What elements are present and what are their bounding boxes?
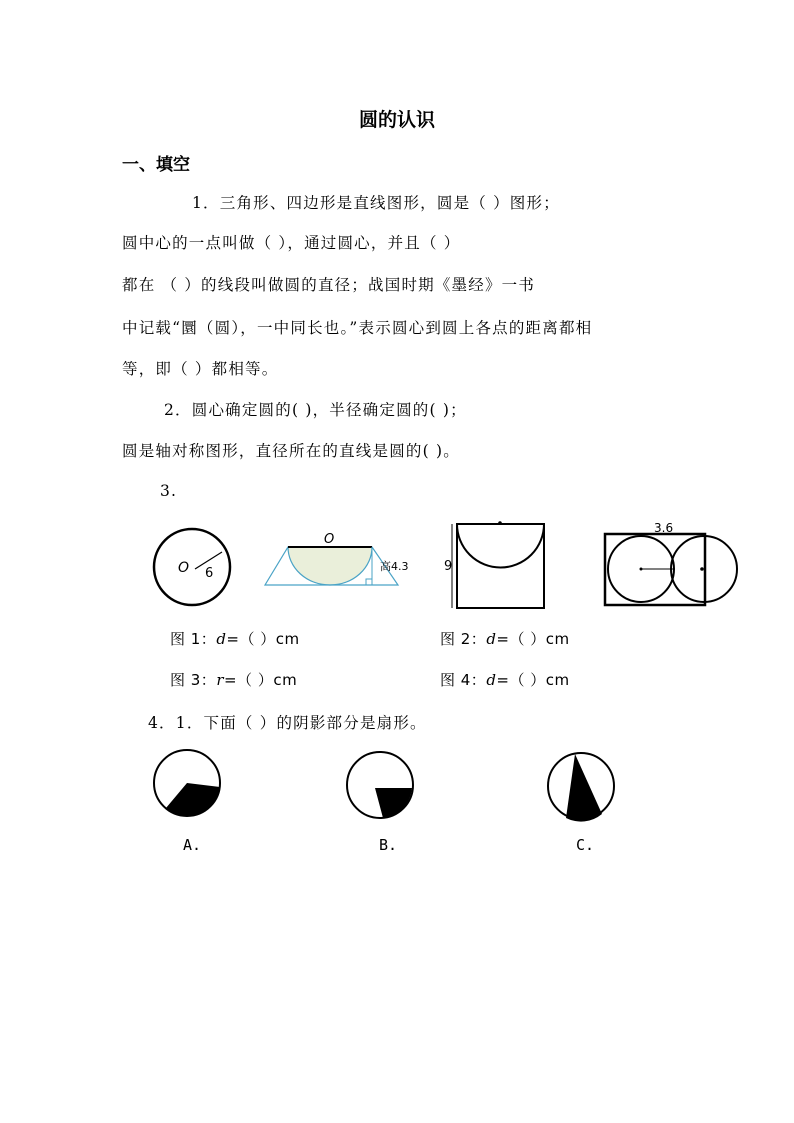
option-b-label: B.	[379, 836, 398, 854]
fig1-answer-prefix: 图 1：	[170, 630, 217, 648]
fig3-answer-prefix: 图 3：	[170, 671, 217, 689]
q2-line-2: 圆是轴对称图形，直径所在的直线是圆的( )。	[122, 442, 460, 460]
q2-line-1: 2．圆心确定圆的( )，半径确定圆的( )；	[164, 401, 467, 419]
q1-line-2: 圆中心的一点叫做（ ），通过圆心，并且（ ）	[122, 234, 461, 252]
fig2-answer-prefix: 图 2：	[440, 630, 487, 648]
figure-3-square-semicircle	[442, 520, 552, 612]
fig1-center-label: O	[178, 560, 190, 576]
option-c-label: C.	[576, 836, 595, 854]
fig1-answer-var: d	[216, 630, 227, 648]
fig3-answer-rest: =（ ）cm	[223, 671, 298, 689]
fig1-answer	[170, 628, 300, 649]
figure-1-circle	[150, 528, 240, 610]
fig4-answer-prefix: 图 4：	[440, 671, 487, 689]
figure-2-semicircle-trapezoid	[262, 532, 422, 592]
fig4-answer-var: d	[486, 671, 497, 689]
option-a-label: A.	[183, 836, 202, 854]
fig4-dim-label: 3.6	[654, 521, 674, 535]
fig1-radius-label: 6	[205, 566, 214, 581]
fig3-answer	[170, 669, 297, 690]
q4-text: 4．1．下面（ ）的阴影部分是扇形。	[148, 714, 427, 732]
fig1-answer-rest: =（ ）cm	[226, 630, 300, 648]
option-a-circle	[150, 750, 226, 820]
q1-line-5: 等，即（ ）都相等。	[122, 360, 279, 378]
fig2-height-label: 高4.3	[380, 560, 409, 573]
fig2-answer-var: d	[486, 630, 497, 648]
section-heading-fill-blank: 一、填空	[122, 155, 190, 175]
q3-number: 3.	[160, 482, 178, 500]
q1-line-1: 1．三角形、四边形是直线图形，圆是（ ）图形；	[192, 194, 560, 212]
fig2-answer	[440, 628, 570, 649]
figure-4-rectangle-circles	[598, 518, 714, 610]
option-b-circle	[345, 752, 419, 822]
q1-line-3: 都在 （ ）的线段叫做圆的直径；战国时期《墨经》一书	[122, 276, 536, 294]
fig2-center-label: O	[324, 532, 335, 547]
fig4-answer-rest: =（ ）cm	[496, 671, 570, 689]
page-title: 圆的认识	[358, 109, 435, 131]
fig2-answer-rest: =（ ）cm	[496, 630, 570, 648]
option-c-circle	[546, 752, 620, 822]
q1-line-4: 中记载“圜（圆），一中同长也。”表示圆心到圆上各点的距离都相	[122, 319, 593, 337]
fig3-side-label: 9	[444, 559, 453, 574]
fig3-answer-var: r	[216, 671, 224, 689]
fig4-answer	[440, 669, 570, 690]
